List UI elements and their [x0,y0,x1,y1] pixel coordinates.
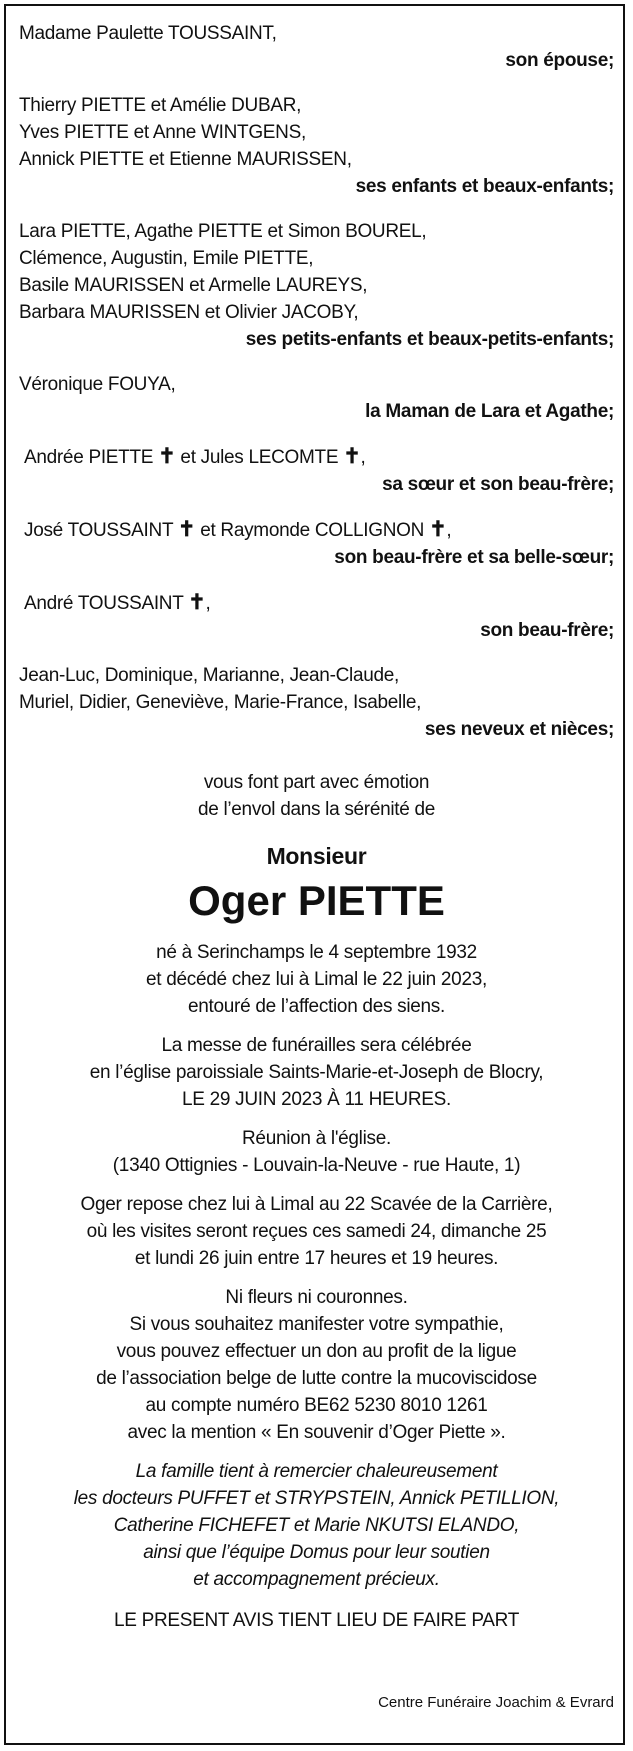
family-group-sister [19,443,614,498]
text-line: Catherine FICHEFET et Marie NKUTSI ELANDO, [113,1515,520,1536]
text-line: en l’église paroissiale Saints-Marie-et-Joseph de Blocry, [89,1062,544,1083]
relation-label: ses petits-enfants et beaux-petits-enfants; [245,329,614,350]
honorific: Monsieur [266,843,367,869]
cross-icon: ✝ [343,445,361,468]
text-line: où les visites seront reçues ces samedi 24, dimanche 25 [86,1221,547,1242]
birth-death-block [19,939,614,1020]
mass-block [19,1032,614,1113]
funeral-home-signature: Centre Funéraire Joachim & Evrard [378,1694,614,1711]
family-group-brother-in-law [19,516,614,571]
relation-label: ses enfants et beaux-enfants; [355,176,614,197]
family-line: Jean-Luc, Dominique, Marianne, Jean-Claude, [19,665,399,686]
text-line: et décédé chez lui à Limal le 22 juin 2023, [146,969,487,990]
cross-icon: ✝ [177,518,196,541]
text-line: au compte numéro BE62 5230 8010 1261 [145,1395,488,1416]
family-line: Clémence, Augustin, Emile PIETTE, [19,248,314,269]
family-line: Barbara MAURISSEN et Olivier JACOBY, [19,302,359,323]
notice-line: LE PRESENT AVIS TIENT LIEU DE FAIRE PART [113,1610,520,1631]
family-group-nephews [19,662,614,743]
family-line: Annick PIETTE et Etienne MAURISSEN, [19,149,352,170]
text-line: Réunion à l'église. [242,1128,391,1149]
relation-label: son épouse; [505,50,614,71]
text-line: Oger repose chez lui à Limal au 22 Scavée de la Carrière, [80,1194,553,1215]
family-line: Basile MAURISSEN et Armelle LAUREYS, [19,275,368,296]
relative-name: José TOUSSAINT [24,520,173,541]
text-line: ainsi que l’équipe Domus pour leur soutien [143,1542,490,1563]
obituary-content [19,20,614,1634]
text-line: et lundi 26 juin entre 17 heures et 19 heures. [134,1248,499,1269]
intro-text [19,769,614,823]
text-line: vous pouvez effectuer un don au profit de la ligue [116,1341,517,1362]
family-line: Andrée PIETTE ✝ et Jules LECOMTE ✝, [24,445,366,468]
text-line: entouré de l’affection des siens. [188,996,445,1017]
text-line: de l’association belge de lutte contre la mucoviscidose [96,1368,537,1389]
family-line: José TOUSSAINT ✝ et Raymonde COLLIGNON ✝, [24,518,452,541]
text-line: Ni fleurs ni couronnes. [225,1287,408,1308]
family-line: Muriel, Didier, Geneviève, Marie-France, Isabelle, [19,692,422,713]
family-group-mother [19,371,614,425]
text-line: avec la mention « En souvenir d’Oger Piette ». [127,1422,506,1443]
thanks-block [19,1458,614,1593]
cross-icon: ✝ [429,518,447,541]
text-line: LE 29 JUIN 2023 À 11 HEURES. [182,1089,451,1110]
relation-label: son beau-frère; [480,620,614,641]
relative-name: André TOUSSAINT [24,593,184,614]
family-line: André TOUSSAINT ✝, [24,591,211,614]
relation-label: ses neveux et nièces; [424,719,614,740]
visits-block [19,1191,614,1272]
text-line: (1340 Ottignies - Louvain-la-Neuve - rue Haute, 1) [112,1155,521,1176]
intro-line: vous font part avec émotion [203,772,430,793]
family-line: Madame Paulette TOUSSAINT, [19,23,277,44]
cross-icon: ✝ [188,591,206,614]
family-group-children [19,92,614,200]
deceased-name: Oger PIETTE [188,877,445,924]
relation-label: sa sœur et son beau-frère; [382,474,614,495]
relative-name: Andrée PIETTE [24,447,154,468]
relation-label: son beau-frère et sa belle-sœur; [334,547,614,568]
family-group-andre [19,589,614,644]
relative-name: et Jules LECOMTE [180,447,339,468]
text-line: et accompagnement précieux. [193,1569,440,1590]
family-line: Thierry PIETTE et Amélie DUBAR, [19,95,302,116]
family-group-spouse [19,20,614,74]
text-line: La messe de funérailles sera célébrée [161,1035,472,1056]
text-line: né à Serinchamps le 4 septembre 1932 [156,942,477,963]
relation-label: la Maman de Lara et Agathe; [365,401,614,422]
family-line: Yves PIETTE et Anne WINTGENS, [19,122,306,143]
family-line: Véronique FOUYA, [19,374,176,395]
intro-line: de l’envol dans la sérénité de [197,799,436,820]
text-line: La famille tient à remercier chaleureusement [135,1461,498,1482]
relative-name: et Raymonde COLLIGNON [200,520,425,541]
family-line: Lara PIETTE, Agathe PIETTE et Simon BOUREL, [19,221,427,242]
text-line: les docteurs PUFFET et STRYPSTEIN, Annick PETILLION, [73,1488,560,1509]
meeting-block [19,1125,614,1179]
donations-block [19,1284,614,1446]
text-line: Si vous souhaitez manifester votre sympathie, [129,1314,504,1335]
family-group-grandchildren [19,218,614,353]
cross-icon: ✝ [158,445,176,468]
